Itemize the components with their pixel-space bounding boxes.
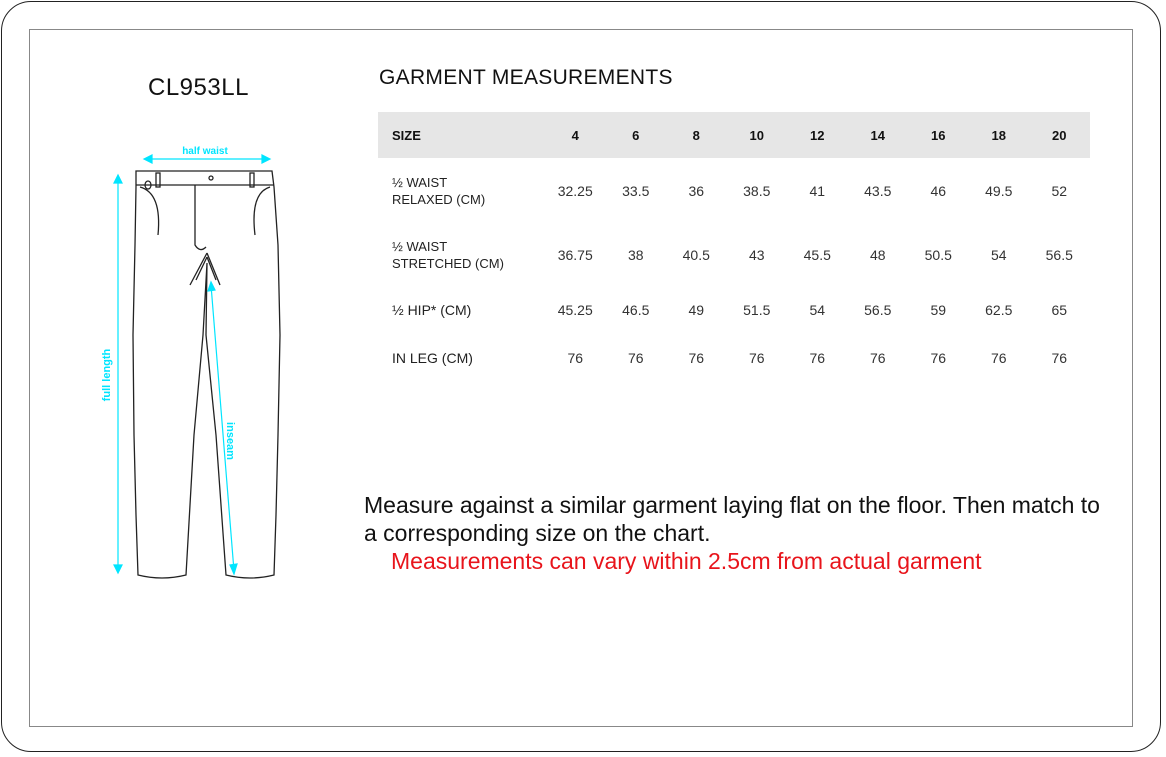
table-row xyxy=(378,334,1090,382)
row-label xyxy=(378,350,545,367)
size-header: 14 xyxy=(870,127,885,143)
table-cell: 65 xyxy=(1051,302,1068,318)
table-cell: 41 xyxy=(809,183,826,199)
section-title: GARMENT MEASUREMENTS xyxy=(379,66,673,89)
table-cell: 46.5 xyxy=(622,302,650,318)
row-label-line2: RELAXED (CM) xyxy=(392,192,486,207)
full-length-arrow xyxy=(114,175,122,573)
table-cell: 43.5 xyxy=(864,183,892,199)
row-label xyxy=(378,302,545,319)
table-cell: 43 xyxy=(748,247,765,263)
table-cell: 59 xyxy=(930,302,947,318)
table-cell: 49 xyxy=(688,302,705,318)
size-header: 6 xyxy=(632,127,640,143)
table-cell: 54 xyxy=(809,302,826,318)
row-label-line1: ½ WAIST xyxy=(392,175,448,190)
table-cell: 54 xyxy=(990,247,1007,263)
table-cell: 52 xyxy=(1051,183,1068,199)
size-header: 10 xyxy=(749,127,764,143)
table-cell: 50.5 xyxy=(924,247,952,263)
measuring-instructions: Measure against a similar garment laying flat on the floor. Then match to a corresponding size on the chart. xyxy=(364,492,1100,546)
size-header-label: SIZE xyxy=(392,127,421,143)
size-header: 4 xyxy=(571,127,579,143)
table-row xyxy=(378,286,1090,334)
table-cell: 76 xyxy=(990,350,1007,366)
table-cell: 38 xyxy=(627,247,644,263)
product-code: CL953LL xyxy=(148,74,249,101)
table-cell: 40.5 xyxy=(682,247,710,263)
table-cell: 45.5 xyxy=(803,247,831,263)
row-label xyxy=(378,238,545,272)
full-length-label: full length xyxy=(101,348,113,402)
table-cell: 45.25 xyxy=(557,302,593,318)
table-cell: 36 xyxy=(688,183,705,199)
half-waist-label: half waist xyxy=(182,146,228,157)
table-cell: 49.5 xyxy=(985,183,1013,199)
table-cell: 32.25 xyxy=(557,183,593,199)
table-cell: 36.75 xyxy=(557,247,593,263)
table-cell: 46 xyxy=(930,183,947,199)
measurement-warning: Measurements can vary within 2.5cm from actual garment xyxy=(391,548,982,574)
measurement-table xyxy=(378,112,1090,382)
size-header: 8 xyxy=(692,127,700,143)
table-cell: 51.5 xyxy=(743,302,771,318)
row-label-line2: STRETCHED (CM) xyxy=(392,256,504,271)
table-cell: 76 xyxy=(930,350,947,366)
table-cell: 76 xyxy=(869,350,886,366)
size-header: 20 xyxy=(1052,127,1067,143)
table-cell: 48 xyxy=(869,247,886,263)
table-header-row xyxy=(378,112,1090,158)
table-cell: 62.5 xyxy=(985,302,1013,318)
table-cell: 76 xyxy=(748,350,765,366)
row-label-line1: ½ HIP* (CM) xyxy=(392,301,472,318)
inseam-label: inseam xyxy=(224,422,236,460)
table-cell: 76 xyxy=(688,350,705,366)
size-header: 16 xyxy=(931,127,946,143)
table-row xyxy=(378,158,1090,224)
size-header: 18 xyxy=(991,127,1006,143)
pants-outline xyxy=(133,171,280,578)
table-cell: 76 xyxy=(627,350,644,366)
table-cell: 76 xyxy=(567,350,584,366)
table-cell: 33.5 xyxy=(622,183,650,199)
table-cell: 56.5 xyxy=(1045,247,1073,263)
row-label-line1: IN LEG (CM) xyxy=(392,349,473,366)
size-header: 12 xyxy=(810,127,825,143)
table-cell: 76 xyxy=(809,350,826,366)
row-label-line1: ½ WAIST xyxy=(392,239,448,254)
pants-diagram xyxy=(90,135,290,585)
table-cell: 76 xyxy=(1051,350,1068,366)
table-cell: 56.5 xyxy=(864,302,892,318)
row-label xyxy=(378,174,545,208)
table-row xyxy=(378,224,1090,286)
table-cell: 38.5 xyxy=(743,183,771,199)
